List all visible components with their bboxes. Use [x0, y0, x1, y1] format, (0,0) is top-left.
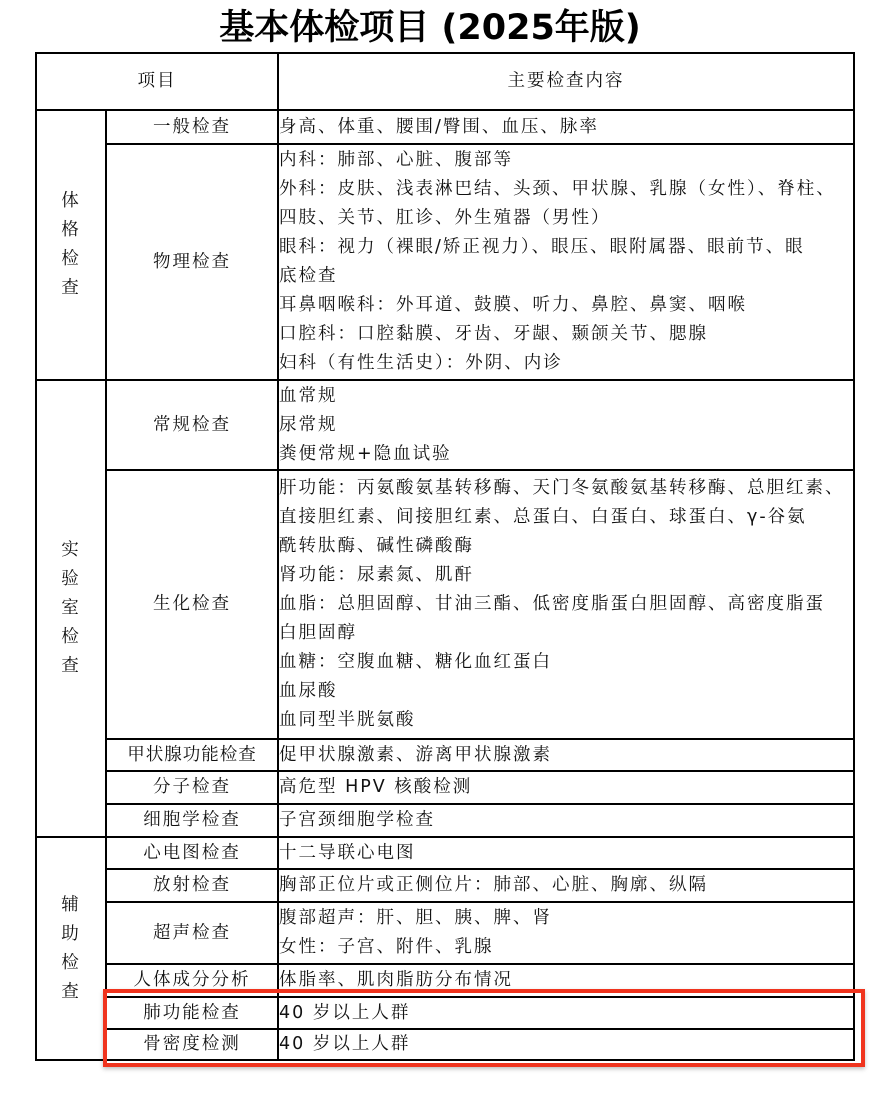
item-general-exam: 一般检查	[106, 110, 278, 144]
content-ultrasound-exam: 腹部超声：肝、胆、胰、脾、肾 女性：子宫、附件、乳腺	[278, 902, 854, 964]
content-biochem-exam: 肝功能：丙氨酸氨基转移酶、天门冬氨酸氨基转移酶、总胆红素、 直接胆红素、间接胆红素、总蛋白、白蛋白、球蛋白、γ-谷氨 酰转肽酶、碱性磷酸酶 肾功能：尿素氮、肌酐 血脂：总胆固醇、甘油三酯、低密度脂蛋白胆固醇、高密度脂蛋 白胆固醇 血糖：空腹血糖、糖化血红蛋白 血尿酸 血同型半胱氨酸	[278, 470, 854, 739]
item-molecular-exam: 分子检查	[106, 771, 278, 804]
table-row	[36, 380, 854, 470]
content-thyroid-exam: 促甲状腺激素、游离甲状腺激素	[278, 739, 854, 771]
content-physical-exam: 内科：肺部、心脏、腹部等 外科：皮肤、浅表淋巴结、头颈、甲状腺、乳腺（女性）、脊柱、 四肢、关节、肛诊、外生殖器（男性） 眼科：视力（裸眼/矫正视力）、眼压、眼附属器、眼前节、眼 底检查 耳鼻咽喉科：外耳道、鼓膜、听力、鼻腔、鼻窦、咽喉 口腔科：口腔黏膜、牙齿、牙龈、颞颌关节、腮腺 妇科（有性生活史）：外阴、内诊	[278, 144, 854, 380]
content-molecular-exam: 高危型 HPV 核酸检测	[278, 771, 854, 804]
content-ecg-exam: 十二导联心电图	[278, 837, 854, 869]
exam-items-table	[35, 52, 855, 1061]
content-routine-exam: 血常规 尿常规 粪便常规+隐血试验	[278, 380, 854, 470]
table-row	[36, 739, 854, 771]
item-cytology-exam: 细胞学检查	[106, 804, 278, 837]
table-header-row	[36, 53, 854, 110]
item-ecg-exam: 心电图检查	[106, 837, 278, 869]
header-item: 项目	[36, 53, 278, 110]
item-routine-exam: 常规检查	[106, 380, 278, 470]
item-radiology-exam: 放射检查	[106, 869, 278, 902]
page-title: 基本体检项目 (2025年版)	[219, 8, 641, 48]
table-row	[36, 804, 854, 837]
item-bone-density: 骨密度检测	[106, 1029, 278, 1060]
table-row	[36, 869, 854, 902]
category-auxiliary-exam: 辅 助 检 查	[36, 837, 106, 1060]
table-row	[36, 964, 854, 997]
category-lab-exam: 实 验 室 检 查	[36, 380, 106, 837]
item-body-composition: 人体成分分析	[106, 964, 278, 997]
item-biochem-exam: 生化检查	[106, 470, 278, 739]
table-row	[36, 771, 854, 804]
table-row	[36, 837, 854, 869]
table-row	[36, 902, 854, 964]
table-row	[36, 470, 854, 739]
table-row-highlighted	[36, 1029, 854, 1060]
table-row	[36, 144, 854, 380]
item-lung-function: 肺功能检查	[106, 997, 278, 1029]
content-bone-density: 40 岁以上人群	[278, 1029, 854, 1060]
content-general-exam: 身高、体重、腰围/臀围、血压、脉率	[278, 110, 854, 144]
content-radiology-exam: 胸部正位片或正侧位片：肺部、心脏、胸廓、纵隔	[278, 869, 854, 902]
header-content: 主要检查内容	[278, 53, 854, 110]
content-cytology-exam: 子宫颈细胞学检查	[278, 804, 854, 837]
table-row-highlighted	[36, 997, 854, 1029]
table-row	[36, 110, 854, 144]
item-thyroid-exam: 甲状腺功能检查	[106, 739, 278, 771]
content-body-composition: 体脂率、肌肉脂肪分布情况	[278, 964, 854, 997]
content-lung-function: 40 岁以上人群	[278, 997, 854, 1029]
item-physical-exam: 物理检查	[106, 144, 278, 380]
category-physical-exam: 体 格 检 查	[36, 110, 106, 380]
item-ultrasound-exam: 超声检查	[106, 902, 278, 964]
